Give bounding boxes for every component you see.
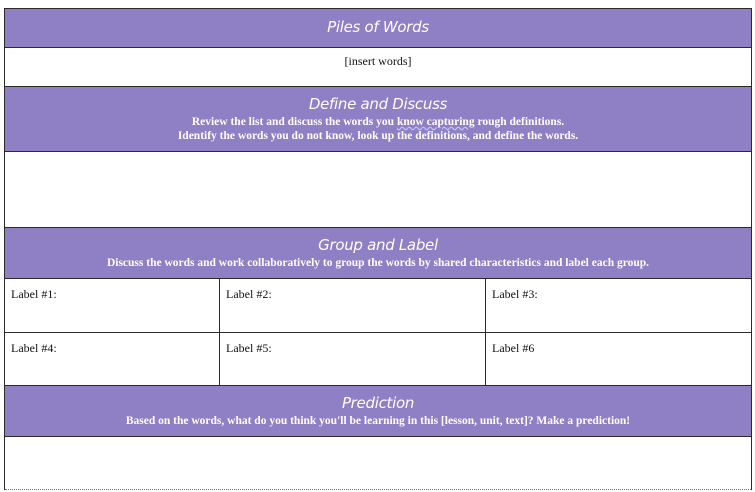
group-instructions: Discuss the words and work collaboratively to group the words by shared characteristics and label each group.: [106, 257, 650, 269]
insert-words-placeholder[interactable]: [insert words]: [344, 54, 412, 68]
group-title: Group and Label: [318, 236, 438, 254]
piles-header: [5, 8, 751, 47]
label-cell-5[interactable]: Label #5:: [219, 333, 485, 385]
define-line1-end: rough definitions.: [474, 116, 565, 128]
labels-row-2: [5, 332, 751, 385]
label-cell-4[interactable]: Label #4:: [11, 341, 57, 355]
define-body[interactable]: [5, 151, 751, 227]
label-cell-2[interactable]: Label #2:: [219, 279, 485, 332]
prediction-body[interactable]: [5, 436, 751, 490]
define-instructions-line1: [5, 115, 751, 129]
prediction-title: Prediction: [341, 394, 415, 412]
group-header: [5, 227, 751, 278]
prediction-instructions: Based on the words, what do you think you'll be learning in this [lesson, unit, text]? Make a prediction!: [125, 415, 631, 427]
define-title: Define and Discuss: [308, 95, 448, 113]
worksheet-table: [4, 8, 752, 490]
define-line1-flagged: know capturing: [396, 116, 475, 128]
label-cell-3[interactable]: Label #3:: [485, 279, 751, 332]
label-cell-1[interactable]: Label #1:: [11, 287, 57, 301]
define-instructions-line2: Identify the words you do not know, look up the definitions, and define the words.: [177, 130, 579, 142]
define-line1-start: Review the list and discuss the words you: [191, 116, 397, 128]
prediction-header: [5, 385, 751, 436]
piles-title: Piles of Words: [327, 18, 429, 36]
piles-body[interactable]: [5, 47, 751, 86]
define-header: [5, 86, 751, 151]
labels-row-1: [5, 278, 751, 332]
label-cell-6[interactable]: Label #6: [485, 333, 751, 385]
page-bottom-edge: [5, 489, 751, 490]
